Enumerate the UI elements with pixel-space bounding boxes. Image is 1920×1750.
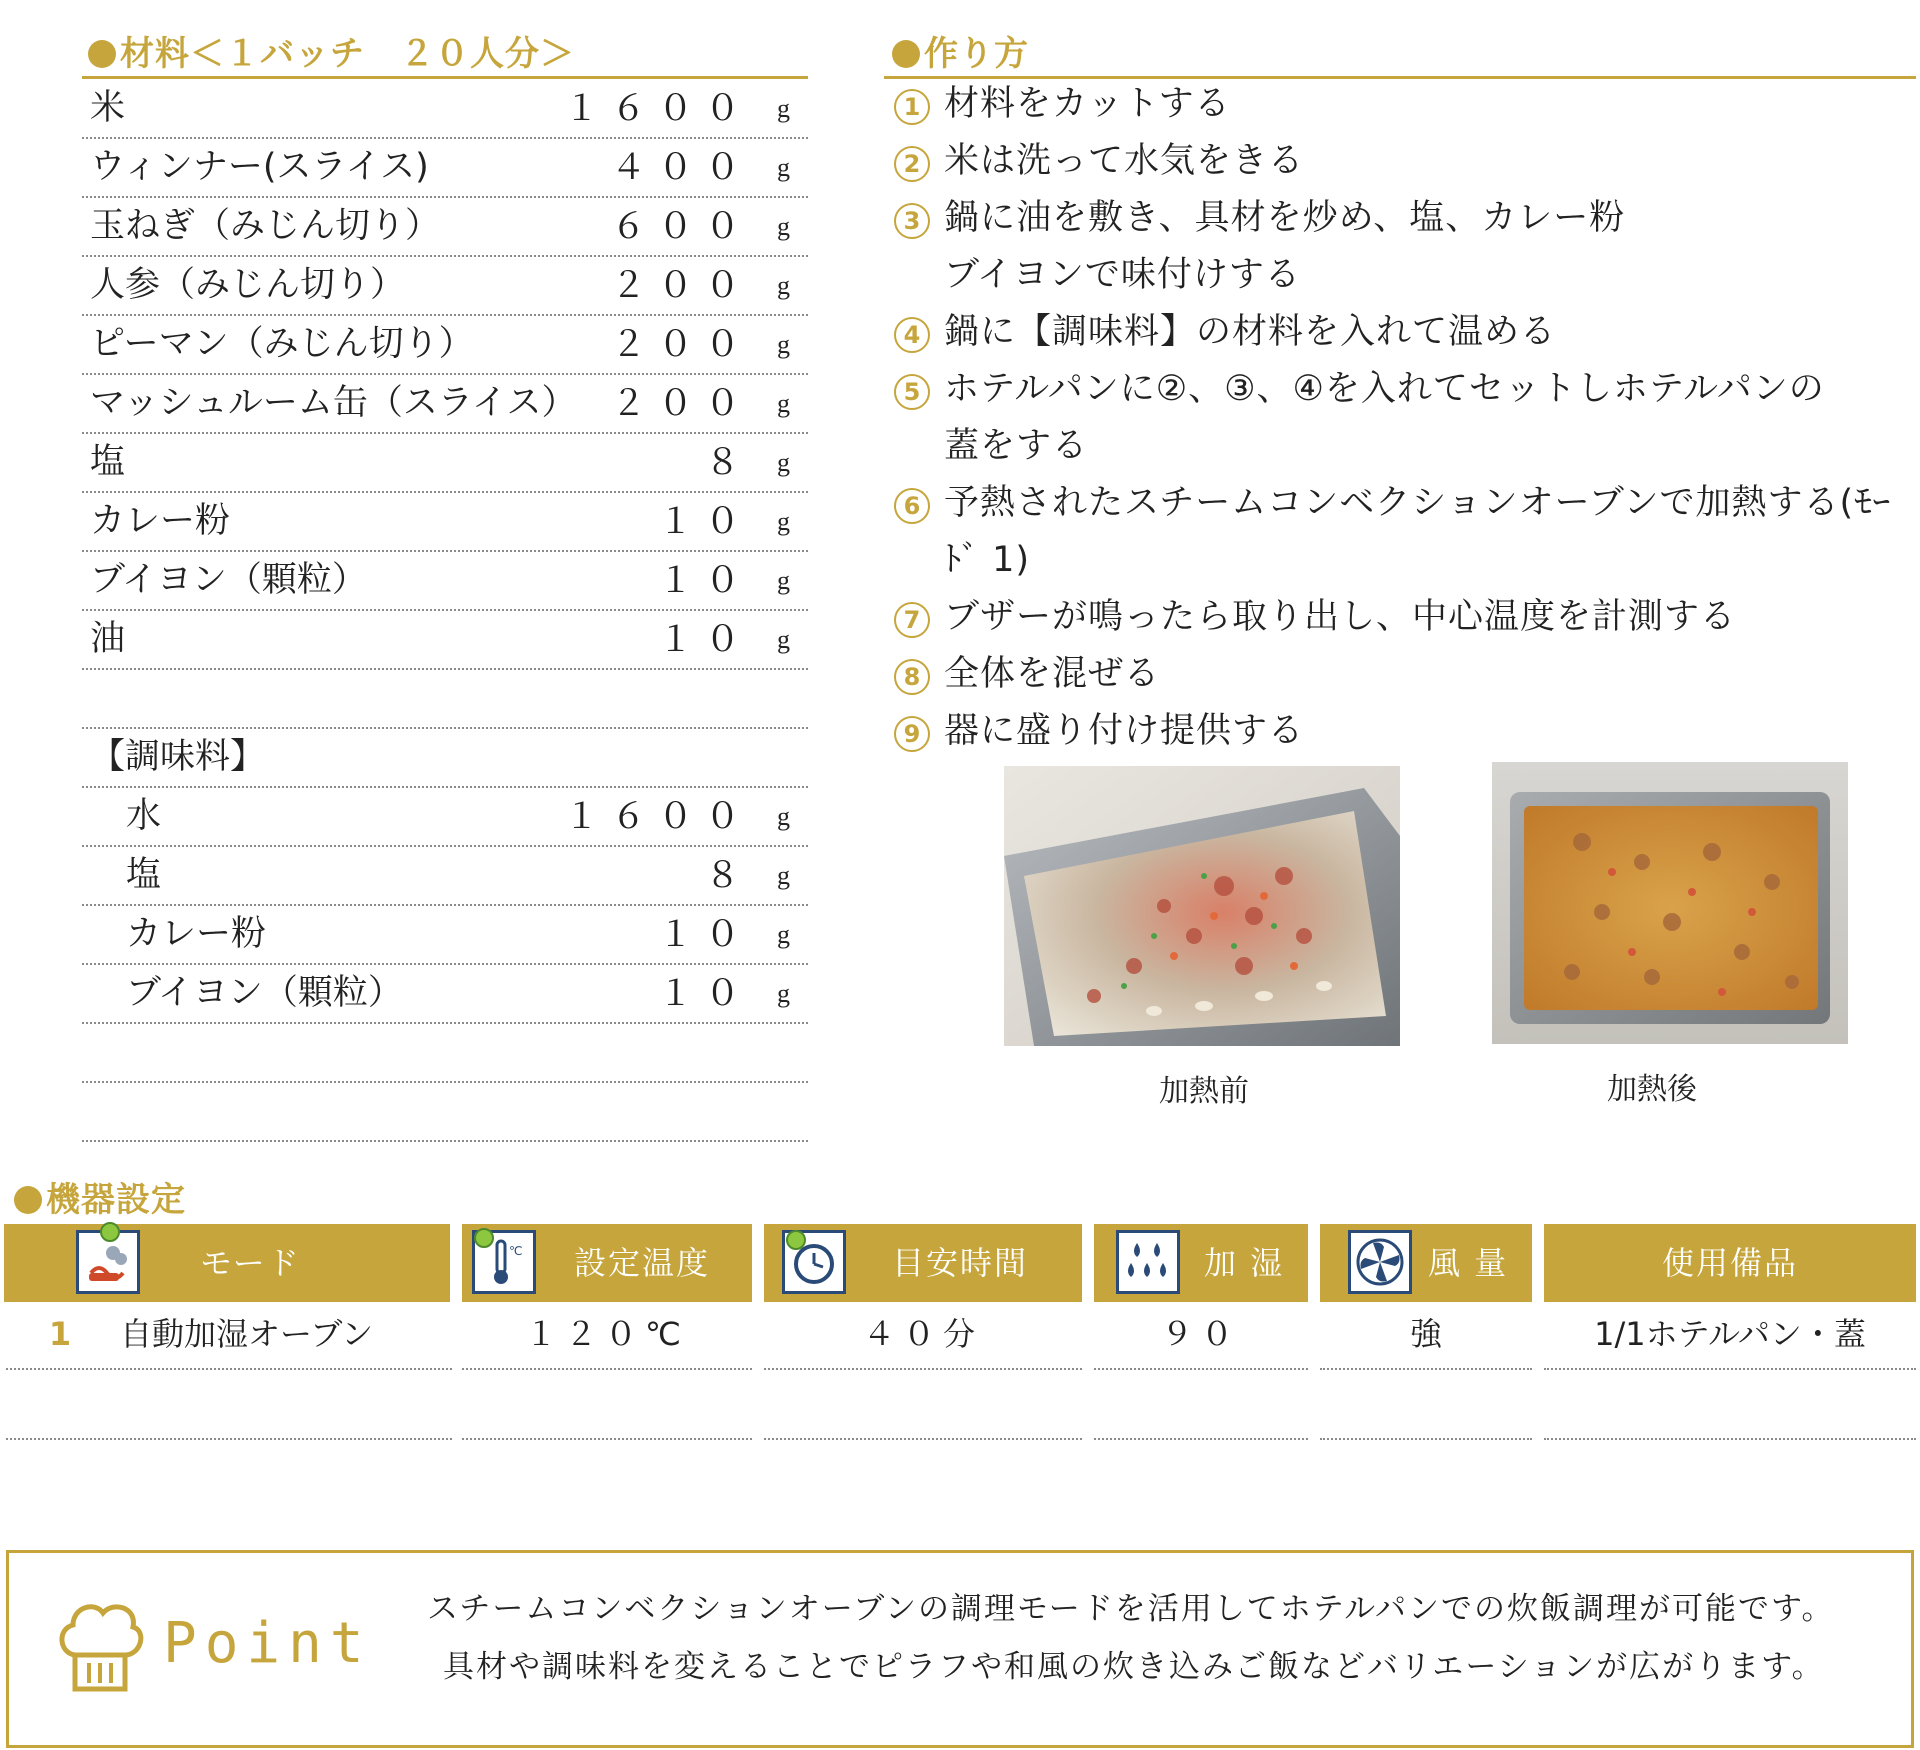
row-divider (6, 1438, 452, 1440)
ingredient-row (82, 257, 808, 316)
row-divider (764, 1368, 1082, 1370)
ingredient-unit: g (777, 802, 790, 831)
method-step (888, 76, 1918, 133)
ingredient-qty: １０ (657, 620, 752, 659)
ingredient-unit: g (777, 920, 790, 949)
step-number-icon: 3 (894, 203, 930, 239)
point-box (6, 1550, 1914, 1748)
cell-fan: 強 (1409, 1315, 1442, 1353)
ingredients-title-text: 材料＜１バッチ ２０人分＞ (120, 34, 575, 74)
ingredient-name: ピーマン（みじん切り） (90, 324, 474, 364)
ingredient-row (82, 729, 808, 788)
photo-after-heating (1492, 762, 1848, 1044)
ingredient-qty: ８ (704, 856, 752, 895)
step-number-icon: 2 (894, 146, 930, 182)
ingredient-unit: g (777, 979, 790, 1008)
ingredient-unit: g (777, 389, 790, 418)
step-number-icon: 4 (894, 317, 930, 353)
ingredient-row (82, 375, 808, 434)
point-line-2: 具材や調味料を変えることでピラフや和風の炊き込みご飯などバリエーションが広がります。 (443, 1649, 1825, 1685)
ingredient-row (82, 434, 808, 493)
ingredient-qty: ２００ (610, 384, 752, 423)
step-text: 材料をカットする (944, 84, 1231, 124)
header-tools (1544, 1224, 1916, 1302)
step-text: 米は洗って水気をきる (944, 141, 1305, 181)
ingredient-qty: １０ (657, 502, 752, 541)
equipment-title (14, 1172, 186, 1221)
ingredient-qty: １０ (657, 561, 752, 600)
caption-after: 加熱後 (1607, 1072, 1697, 1107)
row-divider (1320, 1368, 1532, 1370)
ingredient-row (82, 80, 808, 139)
ingredient-name: カレー粉 (90, 501, 231, 541)
ingredient-qty: ２００ (610, 325, 752, 364)
ingredient-name: ブイヨン（顆粒） (126, 973, 403, 1013)
ingredient-name: 人参（みじん切り） (90, 265, 406, 305)
method-step (888, 190, 1918, 247)
step-text: 予熱されたスチームコンベクションオーブンで加熱する(ﾓｰﾄﾞ 1) (944, 483, 1892, 580)
ingredient-row (82, 316, 808, 375)
ingredient-qty: １６００ (563, 89, 752, 128)
ingredient-unit: g (777, 330, 790, 359)
row-divider (764, 1438, 1082, 1440)
ingredient-qty: ２００ (610, 266, 752, 305)
cell-humidity: ９０ (1160, 1315, 1241, 1353)
method-step (888, 646, 1918, 703)
ingredient-qty: ８ (704, 443, 752, 482)
ingredient-row (82, 965, 808, 1024)
after-tray-image (1492, 762, 1848, 1044)
row-divider (1094, 1438, 1308, 1440)
fan-icon (1348, 1230, 1412, 1294)
point-line-1: スチームコンベクションオーブンの調理モードを活用してホテルパンでの炊飯調理が可能です。 (427, 1591, 1835, 1627)
header-temp (462, 1224, 752, 1302)
ingredient-row (82, 1083, 808, 1142)
step-text: 全体を混ぜる (944, 654, 1161, 694)
ingredient-qty: ４００ (610, 148, 752, 187)
ingredient-name: マッシュルーム缶（スライス） (90, 383, 577, 423)
step-text: ホテルパンに②、③、④を入れてセットしホテルパンの (944, 369, 1825, 409)
ingredient-unit: g (777, 566, 790, 595)
method-step (888, 361, 1918, 418)
ingredient-unit: g (777, 153, 790, 182)
status-dot-icon (786, 1230, 806, 1250)
row-divider (1544, 1368, 1916, 1370)
status-dot-icon (100, 1222, 120, 1242)
ingredients-title (88, 26, 575, 75)
bullet-icon (14, 1186, 42, 1214)
chef-hat-icon (55, 1593, 145, 1701)
ingredient-name: ウィンナー(スライス) (90, 147, 429, 187)
photo-before-heating (1004, 766, 1400, 1046)
step-number-icon: 5 (894, 374, 930, 410)
header-time (764, 1224, 1082, 1302)
equipment-title-text: 機器設定 (46, 1180, 186, 1220)
ingredient-unit: g (777, 507, 790, 536)
row-divider (1320, 1438, 1532, 1440)
point-label: Point (163, 1611, 372, 1676)
ingredient-row (82, 1024, 808, 1083)
ingredient-row (82, 198, 808, 257)
row-divider (6, 1368, 452, 1370)
before-tray-image (1004, 766, 1400, 1046)
method-steps (888, 76, 1918, 760)
ingredient-unit: g (777, 212, 790, 241)
step-number-icon: 1 (894, 89, 930, 125)
method-title (892, 26, 1029, 75)
header-humidity (1094, 1224, 1308, 1302)
ingredient-name: 塩 (126, 855, 162, 895)
method-title-text: 作り方 (924, 34, 1029, 74)
row-divider (1094, 1368, 1308, 1370)
step-text: 鍋に油を敷き、具材を炒め、塩、カレー粉 (944, 198, 1626, 238)
seasoning-heading: 【調味料】 (90, 737, 266, 777)
step-number-icon: 8 (894, 659, 930, 695)
status-dot-icon (474, 1228, 494, 1248)
header-fan-label: 風 量 (1428, 1244, 1509, 1282)
method-step (888, 475, 1918, 589)
ingredient-row (82, 847, 808, 906)
ingredient-row (82, 788, 808, 847)
header-time-label: 目安時間 (892, 1244, 1029, 1282)
ingredient-name: 塩 (90, 442, 126, 482)
row-number: 1 (48, 1315, 72, 1353)
step-number-icon: 6 (894, 488, 930, 524)
step-text: ブザーが鳴ったら取り出し、中心温度を計測する (944, 597, 1737, 637)
step-text: 器に盛り付け提供する (944, 711, 1305, 751)
bullet-icon (88, 40, 116, 68)
row-divider (462, 1438, 752, 1440)
method-step (888, 133, 1918, 190)
row-divider (1544, 1438, 1916, 1440)
ingredient-unit: g (777, 448, 790, 477)
header-humidity-label: 加 湿 (1204, 1244, 1285, 1282)
ingredient-row (82, 670, 808, 729)
header-temp-label: 設定温度 (574, 1244, 711, 1282)
step-text: 鍋に【調味料】の材料を入れて温める (944, 312, 1557, 352)
header-mode-label: モード (200, 1244, 301, 1282)
method-step (888, 304, 1918, 361)
row-divider (462, 1368, 752, 1370)
ingredient-unit: g (777, 625, 790, 654)
method-step (888, 247, 1918, 304)
ingredient-unit: g (777, 271, 790, 300)
header-mode (4, 1224, 450, 1302)
ingredient-row (82, 139, 808, 198)
ingredient-unit: g (777, 94, 790, 123)
ingredient-qty: ６００ (610, 207, 752, 246)
cell-mode: 自動加湿オーブン (120, 1315, 374, 1353)
method-step (888, 589, 1918, 646)
ingredient-name: 玉ねぎ（みじん切り） (90, 206, 441, 246)
cell-tools: 1/1ホテルパン・蓋 (1594, 1315, 1866, 1353)
step-text: 蓋をする (944, 426, 1089, 466)
caption-before: 加熱前 (1159, 1074, 1249, 1109)
step-text: ブイヨンで味付けする (944, 255, 1301, 295)
cell-temp: １２０℃ (525, 1315, 689, 1353)
ingredient-name: 米 (90, 88, 126, 128)
ingredient-row (82, 611, 808, 670)
header-tools-label: 使用備品 (1661, 1244, 1798, 1282)
method-step (888, 418, 1918, 475)
ingredient-name: 水 (126, 796, 162, 836)
humidity-drops-icon (1116, 1230, 1180, 1294)
temp-unit-text: ℃ (509, 1244, 523, 1258)
step-number-icon: 9 (894, 716, 930, 752)
ingredient-name: ブイヨン（顆粒） (90, 560, 367, 600)
ingredient-qty: １０ (657, 915, 752, 954)
ingredients-rule (82, 76, 808, 79)
ingredients-table (82, 80, 808, 1142)
method-step (888, 703, 1918, 760)
ingredient-row (82, 552, 808, 611)
ingredient-row (82, 906, 808, 965)
cell-time: ４０分 (862, 1315, 983, 1353)
step-number-icon: 7 (894, 602, 930, 638)
ingredient-qty: １０ (657, 974, 752, 1013)
ingredient-qty: １６００ (563, 797, 752, 836)
ingredient-name: 油 (90, 619, 126, 659)
ingredient-name: カレー粉 (126, 914, 267, 954)
bullet-icon (892, 40, 920, 68)
ingredient-unit: g (777, 861, 790, 890)
ingredient-row (82, 493, 808, 552)
header-fan (1320, 1224, 1532, 1302)
